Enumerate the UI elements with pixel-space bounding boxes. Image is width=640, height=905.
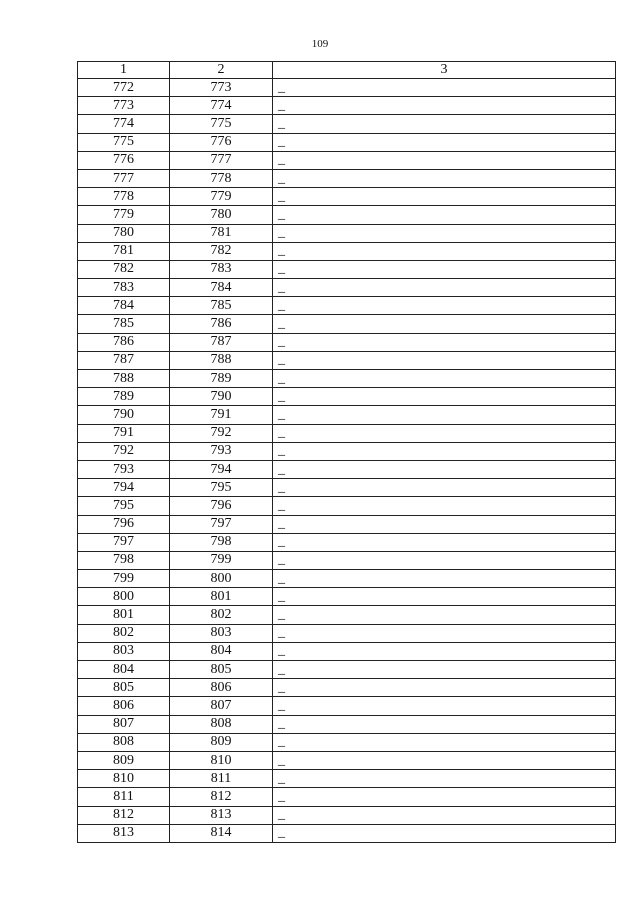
cell-col-1: 772 [78, 79, 170, 97]
table-row [78, 297, 616, 315]
table-row [78, 388, 616, 406]
cell-col-1: 782 [78, 260, 170, 278]
table-row [78, 115, 616, 133]
cell-col-3: _ [273, 424, 616, 442]
table-row [78, 515, 616, 533]
cell-col-2: 789 [170, 370, 273, 388]
table-row [78, 479, 616, 497]
table-row [78, 624, 616, 642]
table-row [78, 79, 616, 97]
cell-col-1: 773 [78, 97, 170, 115]
cell-col-2: 787 [170, 333, 273, 351]
table-row [78, 151, 616, 169]
table-row [78, 260, 616, 278]
cell-col-1: 775 [78, 133, 170, 151]
cell-col-3: _ [273, 824, 616, 842]
table-row [78, 806, 616, 824]
table-row [78, 206, 616, 224]
cell-col-3: _ [273, 770, 616, 788]
cell-col-3: _ [273, 133, 616, 151]
cell-col-1: 810 [78, 770, 170, 788]
cell-col-1: 780 [78, 224, 170, 242]
cell-col-3: _ [273, 588, 616, 606]
table-row [78, 751, 616, 769]
cell-col-1: 793 [78, 460, 170, 478]
cell-col-3: _ [273, 715, 616, 733]
cell-col-1: 786 [78, 333, 170, 351]
cell-col-3: _ [273, 460, 616, 478]
cell-col-2: 791 [170, 406, 273, 424]
cell-col-1: 803 [78, 642, 170, 660]
cell-col-3: _ [273, 442, 616, 460]
table-row [78, 351, 616, 369]
cell-col-1: 776 [78, 151, 170, 169]
cell-col-3: _ [273, 370, 616, 388]
cell-col-3: _ [273, 606, 616, 624]
cell-col-1: 791 [78, 424, 170, 442]
cell-col-2: 807 [170, 697, 273, 715]
cell-col-2: 796 [170, 497, 273, 515]
cell-col-1: 807 [78, 715, 170, 733]
cell-col-3: _ [273, 188, 616, 206]
cell-col-3: _ [273, 642, 616, 660]
cell-col-1: 783 [78, 279, 170, 297]
cell-col-2: 779 [170, 188, 273, 206]
cell-col-1: 802 [78, 624, 170, 642]
cell-col-1: 798 [78, 551, 170, 569]
cell-col-2: 793 [170, 442, 273, 460]
table-row [78, 642, 616, 660]
table-row [78, 169, 616, 187]
cell-col-1: 813 [78, 824, 170, 842]
cell-col-2: 775 [170, 115, 273, 133]
cell-col-2: 805 [170, 661, 273, 679]
cell-col-3: _ [273, 388, 616, 406]
table-body [78, 79, 616, 843]
table-row [78, 333, 616, 351]
column-header-3: 3 [273, 62, 616, 79]
cell-col-1: 805 [78, 679, 170, 697]
cell-col-2: 810 [170, 751, 273, 769]
cell-col-2: 799 [170, 551, 273, 569]
cell-col-3: _ [273, 570, 616, 588]
cell-col-2: 788 [170, 351, 273, 369]
cell-col-2: 808 [170, 715, 273, 733]
header-row [78, 62, 616, 79]
table-row [78, 588, 616, 606]
cell-col-3: _ [273, 297, 616, 315]
cell-col-1: 804 [78, 661, 170, 679]
page-number: 109 [311, 38, 329, 50]
cell-col-1: 812 [78, 806, 170, 824]
cell-col-1: 789 [78, 388, 170, 406]
table-row [78, 97, 616, 115]
cell-col-2: 785 [170, 297, 273, 315]
cell-col-2: 811 [170, 770, 273, 788]
table-row [78, 406, 616, 424]
cell-col-3: _ [273, 151, 616, 169]
table-row [78, 770, 616, 788]
cell-col-1: 781 [78, 242, 170, 260]
cell-col-1: 806 [78, 697, 170, 715]
cell-col-3: _ [273, 79, 616, 97]
cell-col-2: 790 [170, 388, 273, 406]
cell-col-3: _ [273, 479, 616, 497]
table-row [78, 606, 616, 624]
cell-col-3: _ [273, 315, 616, 333]
table-row [78, 733, 616, 751]
column-header-1: 1 [78, 62, 170, 79]
table-row [78, 824, 616, 842]
cell-col-1: 774 [78, 115, 170, 133]
data-table [77, 61, 616, 843]
cell-col-3: _ [273, 260, 616, 278]
cell-col-1: 796 [78, 515, 170, 533]
table-row [78, 551, 616, 569]
table-row [78, 188, 616, 206]
cell-col-2: 801 [170, 588, 273, 606]
table-row [78, 279, 616, 297]
table-row [78, 460, 616, 478]
cell-col-3: _ [273, 788, 616, 806]
cell-col-2: 795 [170, 479, 273, 497]
cell-col-1: 799 [78, 570, 170, 588]
cell-col-1: 795 [78, 497, 170, 515]
cell-col-3: _ [273, 515, 616, 533]
table-row [78, 497, 616, 515]
table-row [78, 661, 616, 679]
table-row [78, 679, 616, 697]
cell-col-1: 788 [78, 370, 170, 388]
table-row [78, 370, 616, 388]
column-header-2: 2 [170, 62, 273, 79]
cell-col-3: _ [273, 279, 616, 297]
cell-col-2: 806 [170, 679, 273, 697]
cell-col-3: _ [273, 169, 616, 187]
cell-col-3: _ [273, 351, 616, 369]
table-row [78, 788, 616, 806]
cell-col-3: _ [273, 551, 616, 569]
table-header [78, 62, 616, 79]
cell-col-1: 787 [78, 351, 170, 369]
table-row [78, 224, 616, 242]
cell-col-1: 792 [78, 442, 170, 460]
cell-col-2: 797 [170, 515, 273, 533]
cell-col-3: _ [273, 751, 616, 769]
cell-col-2: 778 [170, 169, 273, 187]
cell-col-2: 784 [170, 279, 273, 297]
table-row [78, 715, 616, 733]
cell-col-2: 809 [170, 733, 273, 751]
cell-col-1: 785 [78, 315, 170, 333]
table-row [78, 570, 616, 588]
cell-col-1: 784 [78, 297, 170, 315]
cell-col-2: 812 [170, 788, 273, 806]
cell-col-1: 778 [78, 188, 170, 206]
cell-col-2: 794 [170, 460, 273, 478]
cell-col-1: 794 [78, 479, 170, 497]
cell-col-2: 776 [170, 133, 273, 151]
cell-col-3: _ [273, 242, 616, 260]
cell-col-3: _ [273, 333, 616, 351]
cell-col-3: _ [273, 733, 616, 751]
cell-col-3: _ [273, 497, 616, 515]
cell-col-3: _ [273, 406, 616, 424]
cell-col-2: 798 [170, 533, 273, 551]
table-row [78, 242, 616, 260]
cell-col-3: _ [273, 224, 616, 242]
table-row [78, 424, 616, 442]
cell-col-1: 801 [78, 606, 170, 624]
cell-col-2: 774 [170, 97, 273, 115]
cell-col-3: _ [273, 697, 616, 715]
cell-col-1: 808 [78, 733, 170, 751]
table-row [78, 533, 616, 551]
cell-col-3: _ [273, 97, 616, 115]
cell-col-1: 797 [78, 533, 170, 551]
cell-col-1: 809 [78, 751, 170, 769]
cell-col-1: 777 [78, 169, 170, 187]
cell-col-2: 782 [170, 242, 273, 260]
table-row [78, 133, 616, 151]
table-row [78, 442, 616, 460]
cell-col-2: 777 [170, 151, 273, 169]
cell-col-1: 800 [78, 588, 170, 606]
cell-col-2: 813 [170, 806, 273, 824]
cell-col-3: _ [273, 206, 616, 224]
cell-col-2: 802 [170, 606, 273, 624]
table-row [78, 697, 616, 715]
cell-col-2: 800 [170, 570, 273, 588]
cell-col-2: 781 [170, 224, 273, 242]
cell-col-1: 779 [78, 206, 170, 224]
cell-col-3: _ [273, 115, 616, 133]
table-row [78, 315, 616, 333]
cell-col-2: 804 [170, 642, 273, 660]
cell-col-3: _ [273, 533, 616, 551]
cell-col-3: _ [273, 679, 616, 697]
cell-col-2: 803 [170, 624, 273, 642]
cell-col-2: 792 [170, 424, 273, 442]
cell-col-3: _ [273, 624, 616, 642]
cell-col-2: 780 [170, 206, 273, 224]
cell-col-2: 773 [170, 79, 273, 97]
cell-col-1: 790 [78, 406, 170, 424]
cell-col-3: _ [273, 806, 616, 824]
cell-col-2: 814 [170, 824, 273, 842]
cell-col-2: 786 [170, 315, 273, 333]
cell-col-1: 811 [78, 788, 170, 806]
cell-col-2: 783 [170, 260, 273, 278]
cell-col-3: _ [273, 661, 616, 679]
